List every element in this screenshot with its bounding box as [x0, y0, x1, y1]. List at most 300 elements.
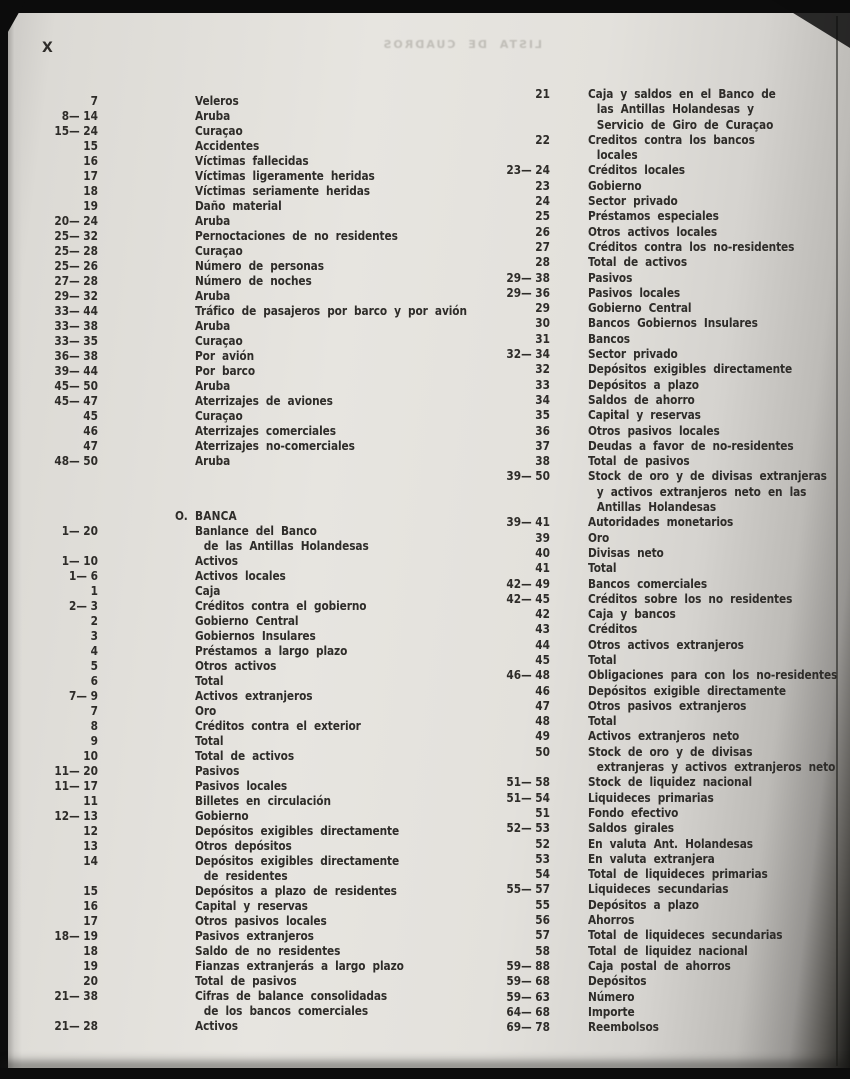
toc-entry — [495, 577, 850, 592]
entry-description — [195, 854, 399, 884]
entry-description-line: Activos extranjeros — [195, 689, 313, 703]
toc-entry — [495, 684, 850, 699]
toc-entry — [48, 944, 478, 959]
entry-description — [195, 289, 230, 304]
entry-description-line: Víctimas seriamente heridas — [195, 184, 370, 198]
toc-entry — [495, 944, 850, 959]
entry-description — [195, 659, 276, 674]
toc-entry — [495, 439, 850, 454]
toc-entry — [48, 334, 478, 349]
entry-table-numbers: 42 — [535, 607, 550, 622]
entry-table-numbers: 33 — [535, 377, 550, 392]
entry-description — [195, 914, 327, 929]
entry-description-line: Depósitos exigibles directamente — [195, 824, 400, 838]
toc-entry — [48, 364, 478, 379]
toc-entry — [495, 653, 850, 668]
entry-description-line: Préstamos a largo plazo — [195, 644, 348, 658]
entry-table-numbers: 20— 24 — [54, 214, 98, 228]
entry-table-numbers: 35 — [535, 408, 550, 423]
entry-description — [195, 689, 312, 704]
entry-description — [588, 1020, 659, 1035]
toc-entry — [48, 629, 478, 644]
toc-entry — [495, 454, 850, 469]
toc-entry — [48, 974, 478, 989]
entry-table-numbers: 14 — [83, 854, 98, 868]
entry-table-numbers: 21— 38 — [54, 989, 98, 1003]
toc-column-right — [495, 87, 850, 1035]
entry-description — [588, 852, 715, 867]
entry-description — [195, 824, 399, 839]
entry-description-line: Capital y reservas — [588, 408, 701, 423]
toc-entry — [48, 454, 478, 469]
toc-entry — [495, 990, 850, 1005]
entry-table-numbers: 59— 88 — [506, 958, 550, 973]
entry-description-line: Total — [588, 714, 617, 729]
toc-entry — [495, 913, 850, 928]
toc-entry — [495, 699, 850, 714]
entry-description — [195, 334, 243, 349]
entry-description — [588, 699, 746, 714]
entry-table-numbers: 29— 32 — [54, 289, 98, 303]
toc-entry — [495, 393, 850, 408]
toc-entry — [495, 638, 850, 653]
entry-description — [195, 674, 223, 689]
entry-description-line: locales — [596, 148, 638, 163]
toc-entry — [495, 1020, 850, 1035]
entry-description — [195, 734, 223, 749]
entry-table-numbers: 31 — [535, 331, 550, 346]
entry-table-numbers: 16 — [83, 154, 98, 168]
entry-description-line: Número — [588, 989, 635, 1004]
toc-entry — [48, 674, 478, 689]
entry-table-numbers: 46— 48 — [506, 668, 550, 683]
entry-description-line: Aruba — [195, 109, 231, 123]
entry-description — [588, 913, 634, 928]
entry-table-numbers: 29— 36 — [506, 285, 550, 300]
toc-entry — [495, 133, 850, 164]
entry-description-line: Gobierno — [195, 809, 249, 823]
entry-description — [588, 347, 678, 362]
entry-description-line: Caja — [195, 584, 221, 598]
toc-entry — [495, 622, 850, 637]
entry-description — [588, 791, 714, 806]
entry-table-numbers: 8— 14 — [61, 109, 98, 123]
entry-description — [588, 194, 678, 209]
section-title: BANCA — [195, 509, 237, 523]
toc-entry — [495, 469, 850, 515]
entry-table-numbers: 7 — [90, 94, 98, 108]
entry-description-line: Otros activos locales — [588, 224, 718, 239]
entry-description-line: Obligaciones para con los no-residentes — [588, 668, 838, 683]
entry-description-line: Aterrizajes no-comerciales — [195, 439, 355, 453]
toc-entry — [48, 124, 478, 139]
entry-table-numbers: 19 — [83, 959, 98, 973]
entry-description-line: Total de pasivos — [195, 974, 297, 988]
entry-description — [195, 364, 255, 379]
entry-table-numbers: 39— 44 — [54, 364, 98, 378]
toc-entry — [495, 378, 850, 393]
entry-description-line: Caja y bancos — [588, 607, 676, 622]
entry-description-line: Total de pasivos — [588, 454, 690, 469]
entry-description — [588, 622, 637, 637]
toc-entry — [495, 225, 850, 240]
entry-table-numbers: 28 — [535, 255, 550, 270]
entry-description-line: Liquideces secundarias — [588, 882, 729, 897]
entry-description — [195, 154, 309, 169]
entry-table-numbers: 22 — [535, 132, 550, 147]
entry-description-line: Total de liquideces primarias — [588, 867, 768, 882]
entry-description-line: Fondo efectivo — [588, 805, 679, 820]
entry-description-line: Pasivos locales — [195, 779, 288, 793]
entry-table-numbers: 33— 38 — [54, 319, 98, 333]
entry-description-line: Pernoctaciones de no residentes — [195, 229, 398, 243]
entry-description — [588, 454, 690, 469]
entry-table-numbers: 45— 47 — [54, 394, 98, 408]
scan-border-top — [0, 0, 850, 13]
entry-description-line: Depósitos a plazo de residentes — [195, 884, 397, 898]
entry-table-numbers: 21— 28 — [54, 1019, 98, 1033]
toc-entry — [48, 524, 478, 554]
toc-entry — [495, 729, 850, 744]
entry-table-numbers: 39 — [535, 530, 550, 545]
entry-description — [588, 638, 744, 653]
entry-description — [588, 577, 707, 592]
toc-entry — [495, 87, 850, 133]
entry-table-numbers: 50 — [535, 744, 550, 759]
entry-table-numbers: 13 — [83, 839, 98, 853]
entry-description-line: Aruba — [195, 214, 231, 228]
toc-entry — [495, 791, 850, 806]
entry-description-line: Total — [195, 734, 224, 748]
entry-description — [588, 179, 642, 194]
entry-table-numbers: 36— 38 — [54, 349, 98, 363]
entry-description-line: Total de liquidez nacional — [588, 943, 748, 958]
entry-description — [588, 469, 827, 515]
toc-entry — [48, 109, 478, 124]
toc-entry — [495, 837, 850, 852]
entry-table-numbers: 45— 50 — [54, 379, 98, 393]
toc-entry — [48, 809, 478, 824]
entry-description — [195, 304, 467, 319]
entry-description-line: Oro — [195, 704, 217, 718]
toc-entry — [495, 561, 850, 576]
entry-table-numbers: 53 — [535, 851, 550, 866]
entry-table-numbers: 18— 19 — [54, 929, 98, 943]
entry-table-numbers: 3 — [90, 629, 98, 643]
toc-entry — [48, 244, 478, 259]
toc-entry — [48, 854, 478, 884]
entry-description-line: Otros depósitos — [195, 839, 292, 853]
entry-description — [195, 454, 230, 469]
entry-description — [588, 990, 634, 1005]
entry-description-line: Pasivos extranjeros — [195, 929, 314, 943]
entry-description — [195, 614, 298, 629]
entry-description — [588, 163, 685, 178]
entry-table-numbers: 23 — [535, 178, 550, 193]
entry-description-line: Veleros — [195, 94, 239, 108]
toc-entry — [495, 424, 850, 439]
entry-table-numbers: 57 — [535, 928, 550, 943]
entry-table-numbers: 69— 78 — [506, 1020, 550, 1035]
entry-description-line: Stock de liquidez nacional — [588, 775, 753, 790]
toc-entry — [495, 163, 850, 178]
entry-description-line: Importe — [588, 1004, 635, 1019]
entry-description-line: Aruba — [195, 379, 231, 393]
entry-table-numbers: 25— 28 — [54, 244, 98, 258]
entry-description — [195, 244, 243, 259]
entry-description — [588, 882, 728, 897]
entry-description — [588, 959, 731, 974]
scan-border-bottom — [0, 1068, 850, 1079]
entry-table-numbers: 51— 58 — [506, 775, 550, 790]
toc-entry — [48, 569, 478, 584]
entry-table-numbers: 27— 28 — [54, 274, 98, 288]
entry-description — [195, 184, 370, 199]
entry-description-line: de residentes — [203, 869, 288, 883]
entry-description — [195, 704, 216, 719]
toc-entry — [48, 259, 478, 274]
entry-description-line: Otros activos — [195, 659, 277, 673]
entry-description — [195, 409, 243, 424]
entry-table-numbers: 45 — [83, 409, 98, 423]
entry-description-line: Víctimas fallecidas — [195, 154, 309, 168]
entry-table-numbers: 29 — [535, 301, 550, 316]
toc-entry — [48, 794, 478, 809]
entry-table-numbers: 33— 44 — [54, 304, 98, 318]
entry-description — [195, 764, 239, 779]
entry-description-line: las Antillas Holandesas y — [596, 102, 754, 117]
entry-description — [588, 607, 676, 622]
entry-description — [588, 531, 609, 546]
entry-table-numbers: 59— 63 — [506, 989, 550, 1004]
entry-description-line: Por barco — [195, 364, 256, 378]
entry-description — [195, 379, 230, 394]
entry-table-numbers: 1 — [90, 584, 98, 598]
entry-table-numbers: 39— 41 — [506, 515, 550, 530]
toc-entry — [495, 240, 850, 255]
entry-description — [195, 1019, 238, 1034]
toc-entry — [48, 289, 478, 304]
entry-description-line: Aruba — [195, 289, 231, 303]
entry-description-line: Sector privado — [588, 347, 678, 362]
toc-entry — [48, 764, 478, 779]
toc-entry — [48, 599, 478, 614]
entry-description-line: Daño material — [195, 199, 282, 213]
entry-description-line: Curaçao — [195, 334, 243, 348]
entry-description-line: Activos — [195, 554, 238, 568]
entry-description-line: Créditos contra los no-residentes — [588, 239, 795, 254]
entry-table-numbers: 16 — [83, 899, 98, 913]
entry-table-numbers: 49 — [535, 729, 550, 744]
entry-description — [588, 837, 753, 852]
toc-entry — [48, 959, 478, 974]
toc-entry — [495, 286, 850, 301]
entry-table-numbers: 18 — [83, 944, 98, 958]
toc-entry — [48, 839, 478, 854]
entry-description-line: Banlance del Banco — [195, 524, 317, 538]
entry-table-numbers: 4 — [90, 644, 98, 658]
page-number: X — [42, 40, 53, 56]
toc-entry — [495, 209, 850, 224]
entry-description-line: Liquideces primarias — [588, 790, 714, 805]
entry-description-line: Caja postal de ahorros — [588, 958, 731, 973]
toc-entry — [495, 668, 850, 683]
entry-description — [588, 133, 755, 164]
entry-description-line: Pasivos locales — [588, 285, 681, 300]
entry-description — [588, 974, 646, 989]
entry-description — [588, 393, 695, 408]
entry-description — [195, 974, 297, 989]
entry-description — [195, 989, 387, 1019]
toc-entry — [495, 852, 850, 867]
entry-table-numbers: 42— 45 — [506, 591, 550, 606]
entry-description-line: Stock de oro y de divisas — [588, 744, 753, 759]
entry-table-numbers: 7 — [90, 704, 98, 718]
toc-entry — [48, 884, 478, 899]
entry-description-line: Antillas Holandesas — [596, 500, 717, 515]
entry-table-numbers: 15 — [83, 884, 98, 898]
entry-description-line: Número de noches — [195, 274, 312, 288]
entry-table-numbers: 25— 26 — [54, 259, 98, 273]
entry-table-numbers: 25 — [535, 209, 550, 224]
entry-description — [588, 515, 733, 530]
toc-entry — [495, 867, 850, 882]
entry-description — [195, 319, 230, 334]
entry-description — [588, 424, 720, 439]
toc-entry — [495, 928, 850, 943]
entry-description — [588, 668, 837, 683]
toc-entry — [48, 274, 478, 289]
entry-table-numbers: 12— 13 — [54, 809, 98, 823]
entry-description — [195, 929, 314, 944]
toc-entry — [495, 362, 850, 377]
entry-description-line: Total — [588, 652, 617, 667]
toc-entry — [495, 882, 850, 897]
entry-description-line: Créditos locales — [588, 163, 686, 178]
toc-entry — [495, 592, 850, 607]
entry-description — [588, 209, 719, 224]
entry-table-numbers: 1— 10 — [61, 554, 98, 568]
entry-description — [195, 139, 259, 154]
toc-entry — [495, 546, 850, 561]
entry-description-line: Curaçao — [195, 244, 243, 258]
toc-entry — [48, 199, 478, 214]
entry-description-line: Depósitos a plazo — [588, 377, 699, 392]
entry-table-numbers: 1— 6 — [69, 569, 98, 583]
entry-table-numbers: 46 — [83, 424, 98, 438]
entry-table-numbers: 42— 49 — [506, 576, 550, 591]
entry-description-line: Fianzas extranjerás a largo plazo — [195, 959, 404, 973]
entry-description-line: Autoridades monetarios — [588, 515, 734, 530]
toc-entry — [48, 929, 478, 944]
section-letter: O. — [175, 509, 188, 523]
entry-table-numbers: 47 — [535, 698, 550, 713]
entry-table-numbers: 7— 9 — [69, 689, 98, 703]
toc-entry — [48, 319, 478, 334]
entry-description-line: Total — [588, 561, 617, 576]
entry-description — [195, 439, 355, 454]
toc-entry — [495, 745, 850, 776]
toc-entry — [48, 824, 478, 839]
entry-table-numbers: 52 — [535, 836, 550, 851]
entry-table-numbers: 27 — [535, 239, 550, 254]
entry-description — [588, 546, 664, 561]
entry-description-line: Curaçao — [195, 409, 243, 423]
toc-entry — [495, 714, 850, 729]
entry-description — [588, 821, 674, 836]
entry-table-numbers: 11 — [83, 794, 98, 808]
entry-description-line: Pasivos — [588, 270, 633, 285]
entry-table-numbers: 8 — [90, 719, 98, 733]
entry-description — [588, 225, 717, 240]
entry-description-line: Número de personas — [195, 259, 324, 273]
entry-description — [588, 898, 699, 913]
toc-entry — [48, 749, 478, 764]
toc-entry — [495, 316, 850, 331]
entry-description-line: Total de activos — [588, 255, 688, 270]
entry-table-numbers: 46 — [535, 683, 550, 698]
page-edge-strip — [8, 12, 22, 1070]
entry-description — [195, 569, 286, 584]
entry-description — [195, 229, 398, 244]
toc-entry — [48, 229, 478, 244]
entry-description-line: de los bancos comerciales — [203, 1004, 369, 1018]
entry-description-line: Total de activos — [195, 749, 295, 763]
toc-entry — [495, 974, 850, 989]
entry-description-line: Otros pasivos locales — [588, 423, 720, 438]
toc-entry — [48, 554, 478, 569]
entry-description-line: Créditos contra el exterior — [195, 719, 361, 733]
entry-table-numbers: 20 — [83, 974, 98, 988]
entry-table-numbers: 36 — [535, 423, 550, 438]
entry-description — [195, 899, 308, 914]
entry-description — [588, 561, 616, 576]
toc-entry — [495, 959, 850, 974]
entry-table-numbers: 10 — [83, 749, 98, 763]
toc-entry — [48, 704, 478, 719]
toc-entry — [495, 301, 850, 316]
entry-description — [588, 439, 794, 454]
toc-entry — [495, 775, 850, 790]
entry-description — [195, 959, 404, 974]
toc-entry — [48, 94, 478, 109]
entry-description — [588, 301, 691, 316]
entry-table-numbers: 18 — [83, 184, 98, 198]
entry-description — [588, 362, 792, 377]
entry-table-numbers: 29— 38 — [506, 270, 550, 285]
entry-table-numbers: 24 — [535, 194, 550, 209]
entry-description-line: Activos — [195, 1019, 238, 1033]
toc-entry — [48, 409, 478, 424]
entry-description — [588, 775, 752, 790]
entry-description-line: Bancos comerciales — [588, 576, 708, 591]
entry-description-line: Bancos — [588, 331, 630, 346]
toc-column-left — [48, 94, 478, 1034]
entry-description-line: Curaçao — [195, 124, 243, 138]
entry-description — [588, 271, 632, 286]
entry-description — [588, 255, 687, 270]
toc-entry — [48, 734, 478, 749]
entry-table-numbers: 51 — [535, 805, 550, 820]
entry-table-numbers: 48 — [535, 714, 550, 729]
entry-description — [588, 944, 748, 959]
toc-entry — [48, 899, 478, 914]
entry-description — [588, 729, 739, 744]
entry-description-line: Depósitos exigible directamente — [588, 683, 786, 698]
entry-table-numbers: 11— 17 — [54, 779, 98, 793]
entry-table-numbers: 6 — [90, 674, 98, 688]
entry-description-line: Gobiernos Insulares — [195, 629, 316, 643]
